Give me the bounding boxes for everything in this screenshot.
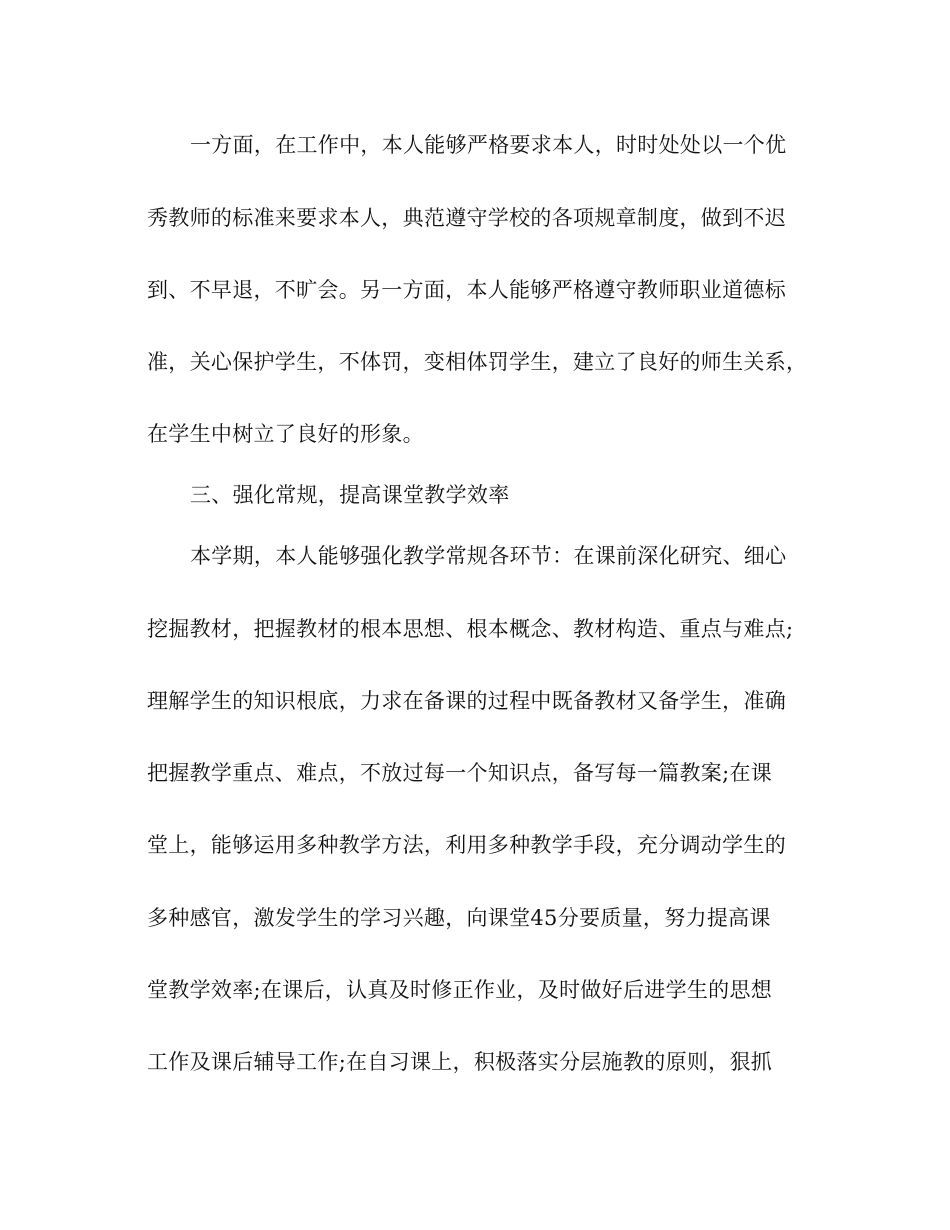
paragraph-line: 在学生中树立了良好的形象。 [147, 422, 424, 446]
paragraph-line: 把握教学重点、难点，不放过每一个知识点，备写每一篇教案;在课 [147, 761, 773, 785]
paragraph-line: 一方面，在工作中，本人能够严格要求本人，时时处处以一个优 [190, 133, 787, 157]
paragraph-line: 理解学生的知识根底，力求在备课的过程中既备教材又备学生，准确 [147, 689, 786, 713]
paragraph-line: 准，关心保护学生，不体罚，变相体罚学生，建立了良好的师生关系， [147, 350, 808, 374]
paragraph-line: 本学期，本人能够强化教学常规各环节：在课前深化研究、细心 [190, 544, 787, 568]
paragraph-line: 工作及课后辅导工作;在自习课上，积极落实分层施教的原则，狠抓 [147, 1050, 773, 1074]
section-heading: 三、强化常规，提高课堂教学效率 [190, 483, 510, 507]
paragraph-line: 堂教学效率;在课后，认真及时修正作业，及时做好后进学生的思想 [147, 978, 773, 1002]
paragraph-line: 秀教师的标准来要求本人，典范遵守学校的各项规章制度，做到不迟 [147, 206, 786, 230]
paragraph-line: 堂上，能够运用多种教学方法，利用多种教学手段，充分调动学生的 [147, 833, 786, 857]
paragraph-line: 多种感官，激发学生的学习兴趣，向课堂45分要质量，努力提高课 [147, 906, 771, 930]
paragraph-line: 到、不早退，不旷会。另一方面，本人能够严格遵守教师职业道德标 [147, 278, 786, 302]
paragraph-line: 挖掘教材，把握教材的根本思想、根本概念、教材构造、重点与难点; [147, 617, 794, 641]
